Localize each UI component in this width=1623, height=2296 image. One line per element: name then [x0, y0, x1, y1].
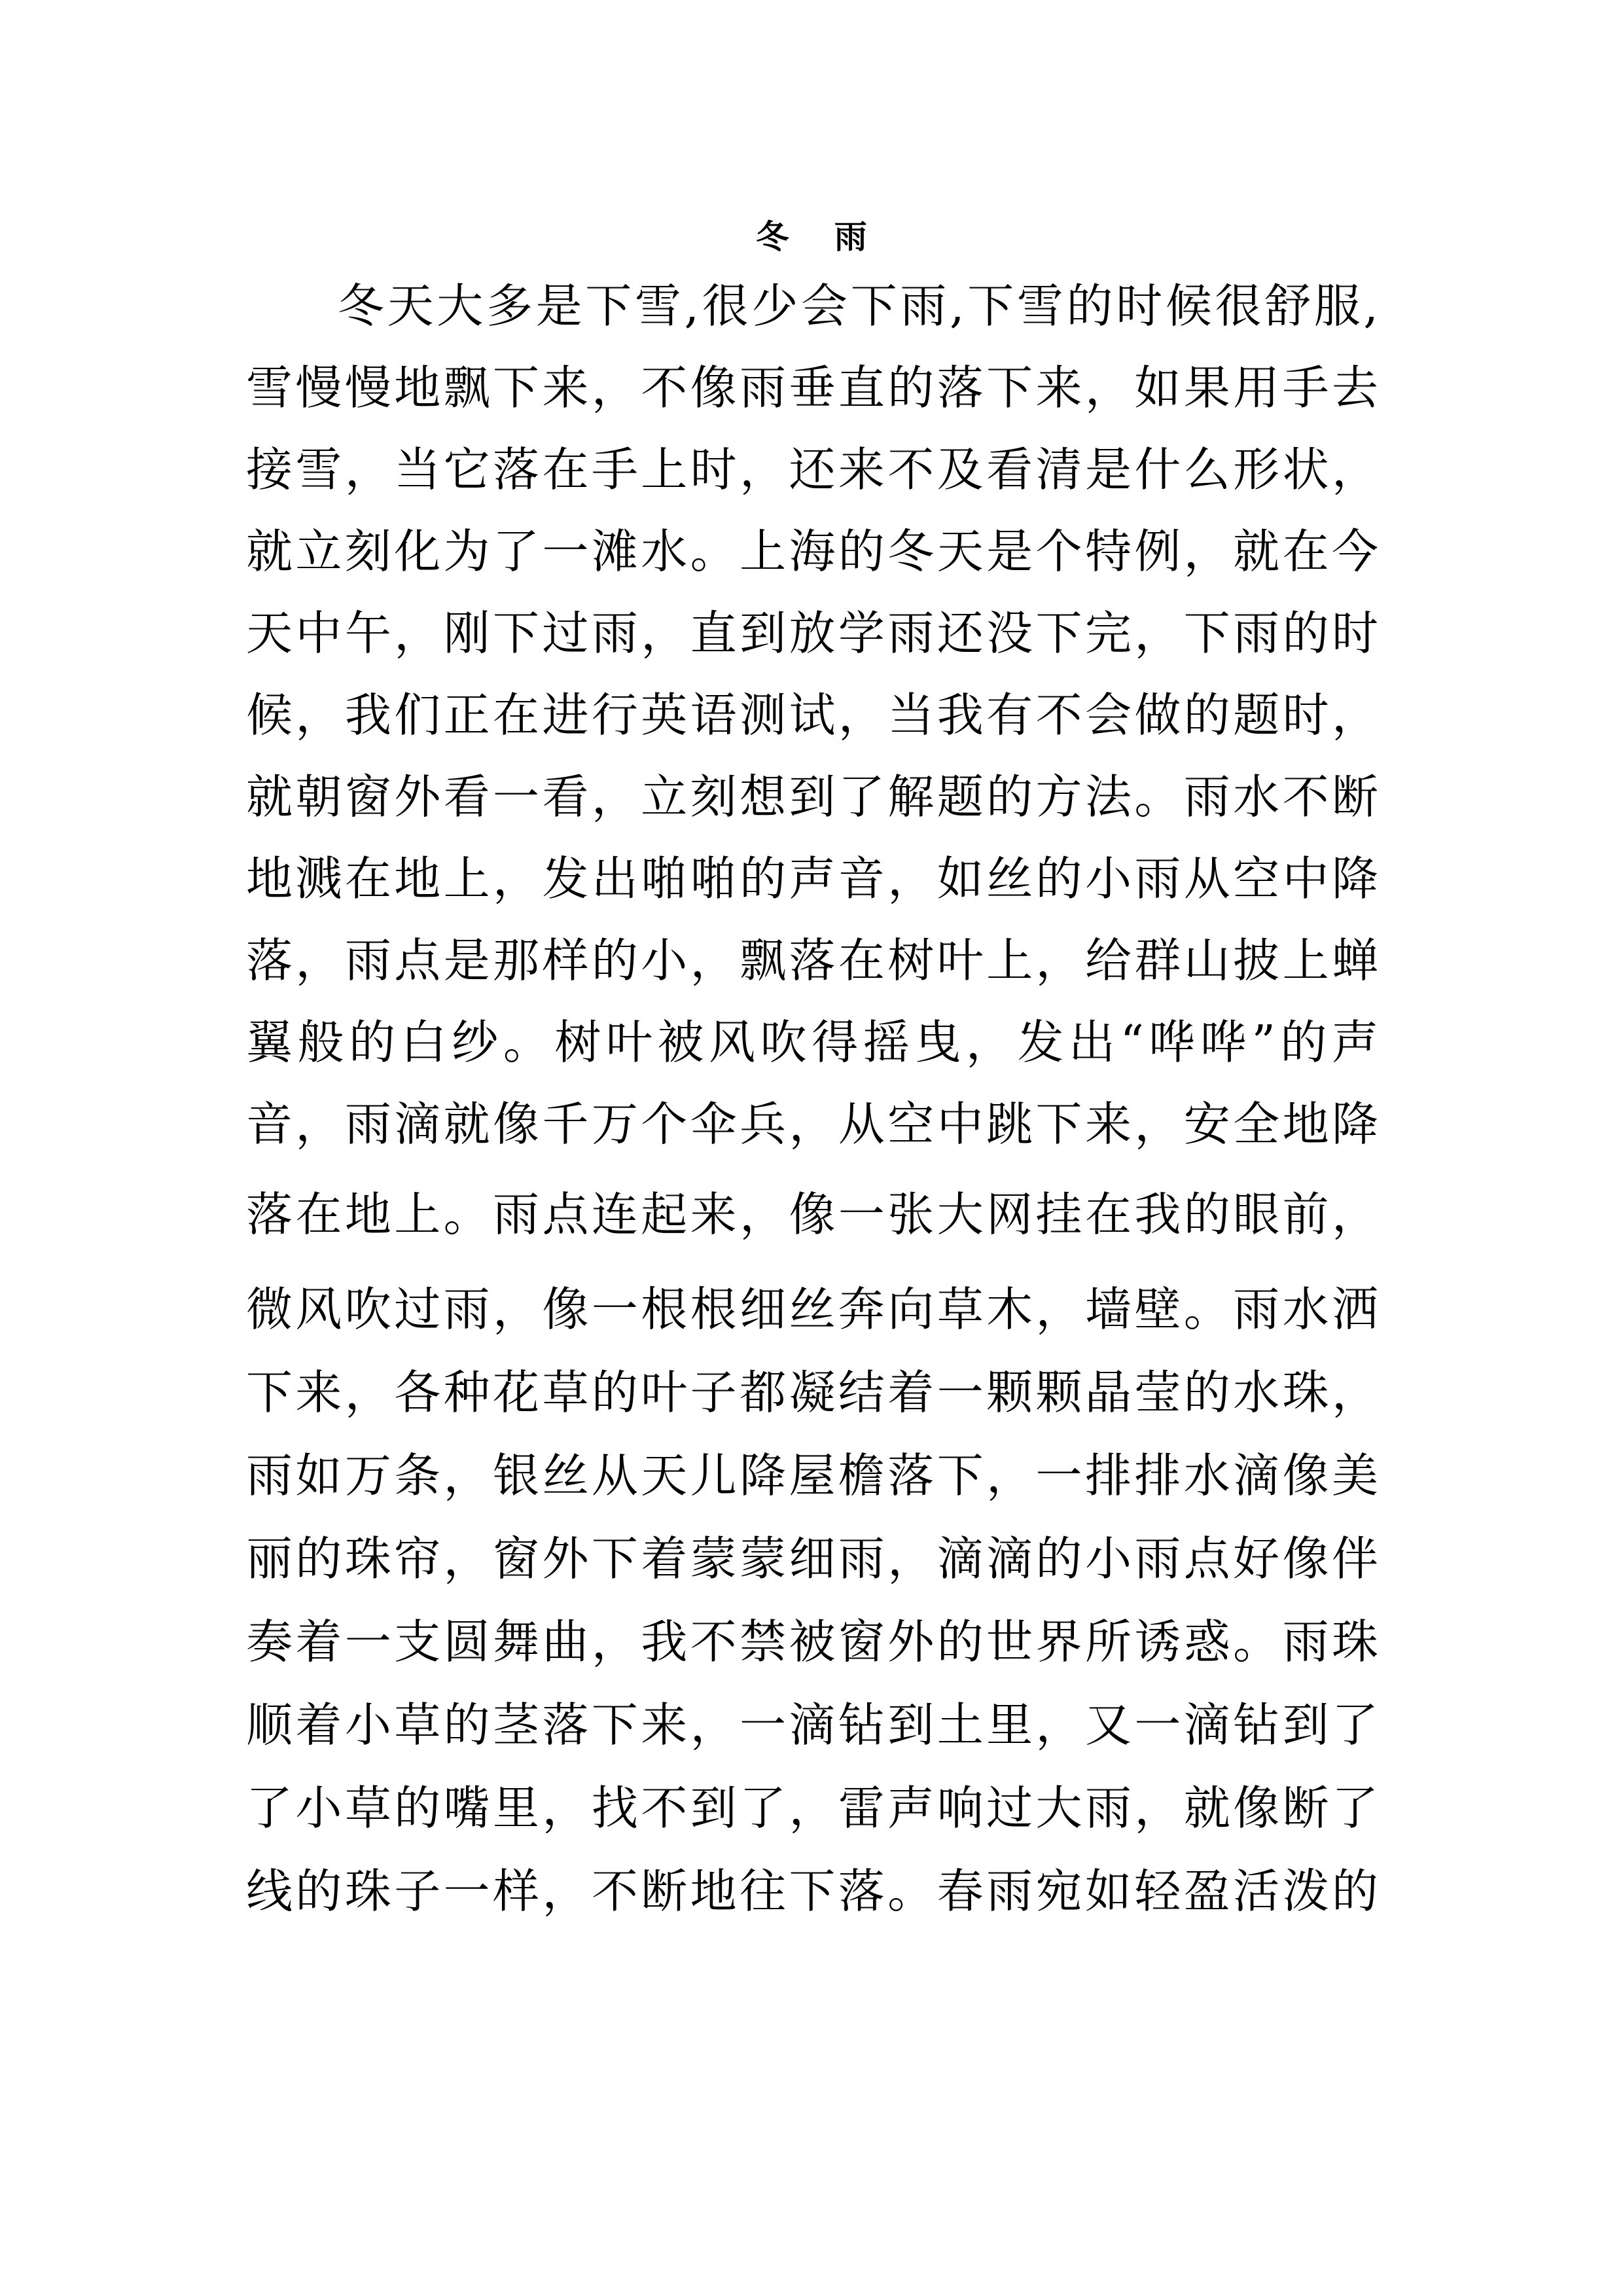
text-line-9: 落，雨点是那样的小，飘落在树叶上，给群山披上蝉 — [246, 933, 1378, 988]
text-line-1: 冬天大多是下雪,很少会下雨,下雪的时候很舒服, — [338, 279, 1378, 333]
text-line-14: 下来，各种花草的叶子都凝结着一颗颗晶莹的水珠， — [246, 1365, 1378, 1420]
text-line-10: 翼般的白纱。树叶被风吹得摇曳，发出“哗哗”的声 — [246, 1015, 1378, 1069]
text-line-7: 就朝窗外看一看，立刻想到了解题的方法。雨水不断 — [246, 770, 1378, 824]
text-line-19: 了小草的嘴里，找不到了，雷声响过大雨，就像断了 — [246, 1781, 1378, 1835]
document-title: 冬 雨 — [756, 217, 884, 256]
text-line-17: 奏着一支圆舞曲，我不禁被窗外的世界所诱惑。雨珠 — [246, 1615, 1378, 1669]
text-line-18: 顺着小草的茎落下来，一滴钻到土里，又一滴钻到了 — [246, 1698, 1378, 1752]
text-line-15: 雨如万条，银丝从天儿降屋檐落下，一排排水滴像美 — [246, 1448, 1378, 1503]
text-line-8: 地溅在地上，发出啪啪的声音，如丝的小雨从空中降 — [246, 852, 1378, 906]
text-line-4: 就立刻化为了一滩水。上海的冬天是个特例，就在今 — [246, 524, 1378, 579]
text-line-13: 微风吹过雨，像一根根细丝奔向草木，墙壁。雨水洒 — [246, 1282, 1378, 1336]
text-line-3: 接雪，当它落在手上时，还来不及看清是什么形状， — [246, 442, 1378, 497]
text-line-11: 音，雨滴就像千万个伞兵，从空中跳下来，安全地降 — [246, 1097, 1378, 1151]
text-line-2: 雪慢慢地飘下来，不像雨垂直的落下来，如果用手去 — [246, 361, 1378, 415]
text-line-5: 天中午，刚下过雨，直到放学雨还没下完，下雨的时 — [246, 606, 1378, 660]
text-line-20: 线的珠子一样，不断地往下落。春雨宛如轻盈活泼的 — [246, 1864, 1378, 1918]
text-line-6: 候，我们正在进行英语测试，当我有不会做的题时， — [246, 688, 1378, 742]
text-line-12: 落在地上。雨点连起来，像一张大网挂在我的眼前， — [246, 1187, 1378, 1242]
text-line-16: 丽的珠帘，窗外下着蒙蒙细雨，滴滴的小雨点好像伴 — [246, 1532, 1378, 1586]
